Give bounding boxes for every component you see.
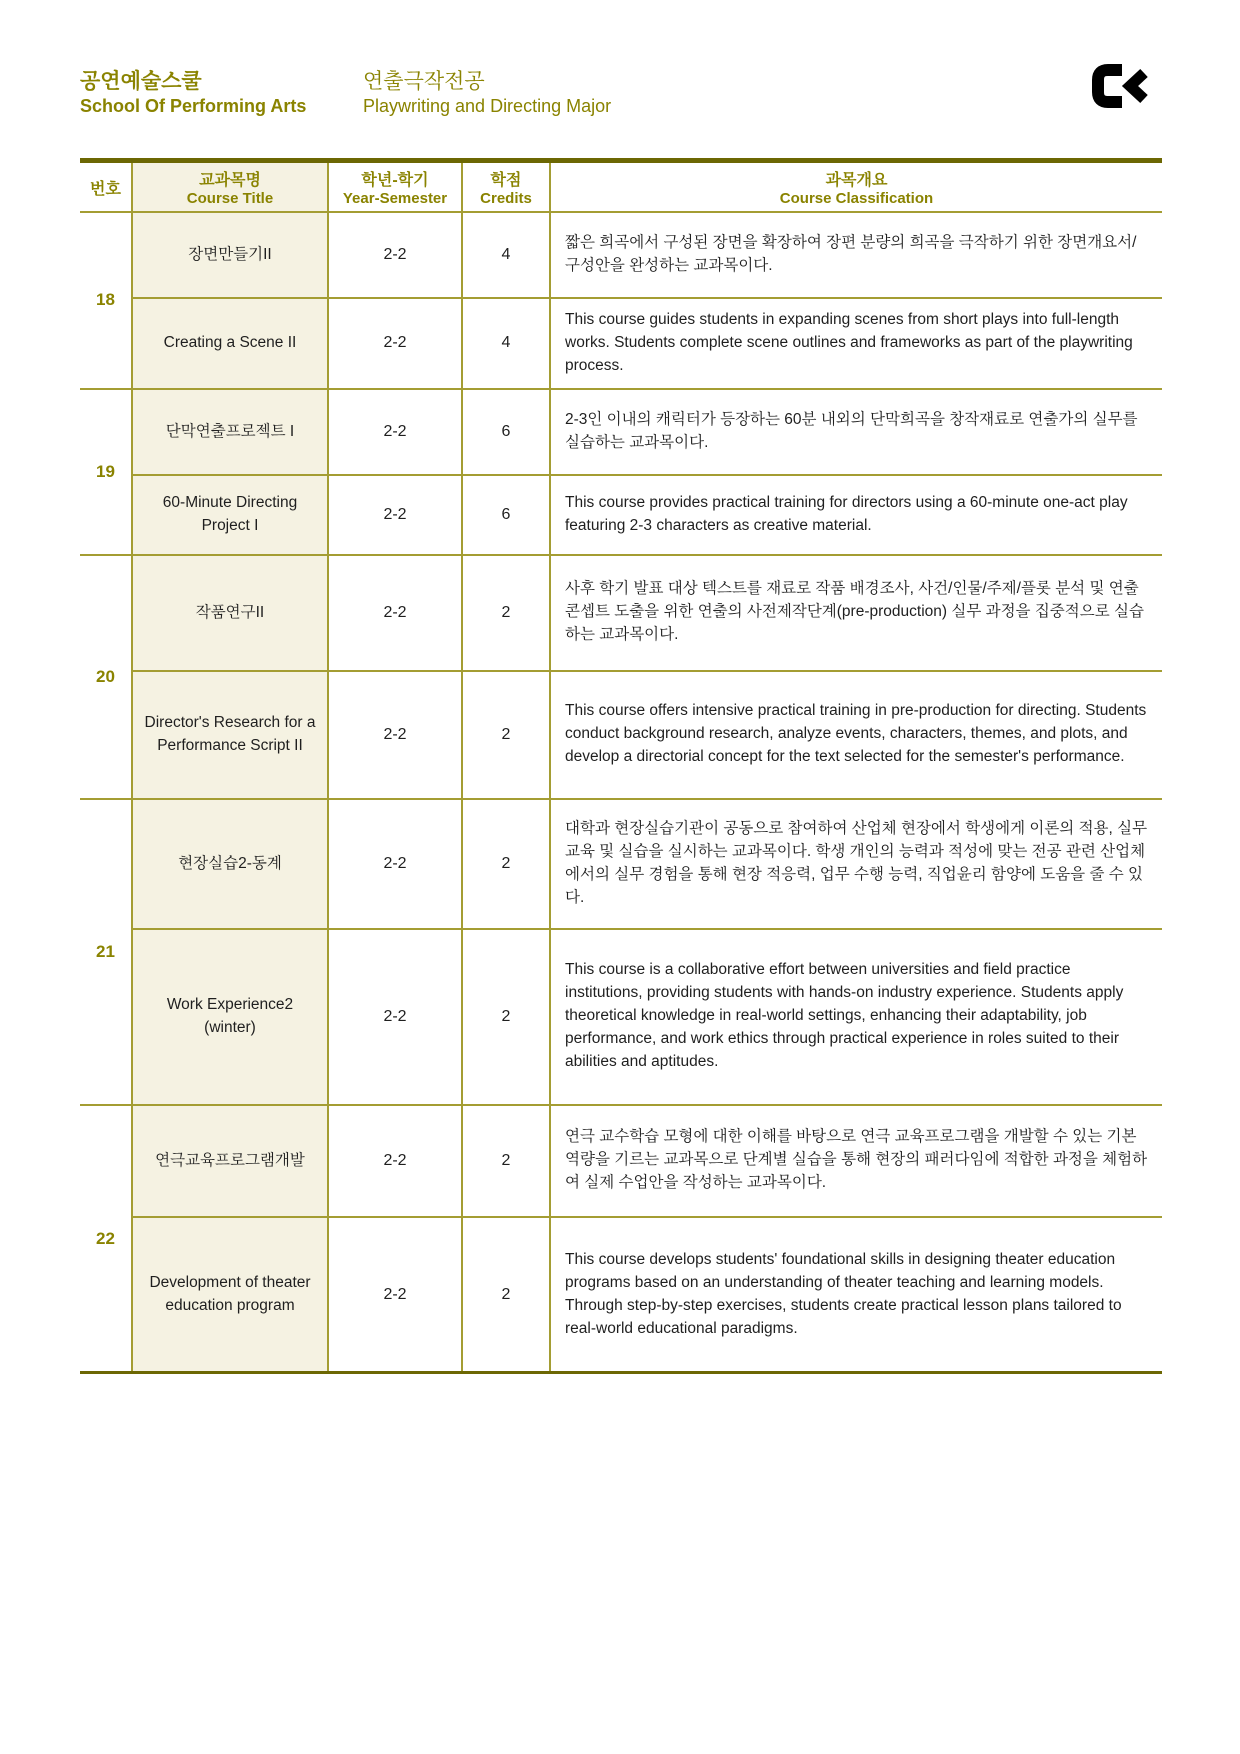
credits-value: 2 — [462, 555, 550, 671]
year-semester-value: 2-2 — [328, 799, 462, 929]
page-header — [80, 68, 1162, 138]
credits-value: 2 — [462, 929, 550, 1105]
row-number: 20 — [80, 555, 132, 799]
year-semester-value: 2-2 — [328, 1105, 462, 1217]
course-table-header — [80, 161, 1162, 213]
row-number: 21 — [80, 799, 132, 1105]
credits-value: 2 — [462, 1217, 550, 1373]
table-row — [80, 929, 1162, 1105]
course-title-en: Director's Research for a Performance Script II — [132, 671, 328, 799]
major-name-en: Playwriting and Directing Major — [363, 96, 612, 117]
major-name-block — [363, 68, 611, 119]
course-title-kr: 연극교육프로그램개발 — [132, 1105, 328, 1217]
course-title-kr: 장면만들기II — [132, 212, 328, 298]
course-description-en: This course is a collaborative effort between universities and field practice institutions, providing students with hands-on industry experience. Students apply theoretical knowledge in real-world settings, enhancing their adaptability, job performance, and work ethics through practical experience in roles suited to their abilities and aptitudes. — [550, 929, 1162, 1105]
course-description-kr: 짧은 희곡에서 구성된 장면을 확장하여 장편 분량의 희곡을 극작하기 위한 장면개요서/구성안을 완성하는 교과목이다. — [550, 212, 1162, 298]
table-row — [80, 1217, 1162, 1373]
table-row — [80, 212, 1162, 298]
header-course-title: 교과목명 Course Title — [132, 161, 328, 213]
course-title-en: Work Experience2 (winter) — [132, 929, 328, 1105]
table-row — [80, 555, 1162, 671]
header-no: 번호 — [80, 161, 132, 213]
course-description-en: This course provides practical training for directors using a 60-minute one-act play featuring 2-3 characters as creative material. — [550, 475, 1162, 555]
course-table — [80, 158, 1162, 1374]
course-description-kr: 사후 학기 발표 대상 텍스트를 재료로 작품 배경조사, 사건/인물/주제/플롯 분석 및 연출콘셉트 도출을 위한 연출의 사전제작단계(pre-production) 실무 과정을 집중적으로 실습하는 교과목이다. — [550, 555, 1162, 671]
year-semester-value: 2-2 — [328, 929, 462, 1105]
course-description-en: This course guides students in expanding scenes from short plays into full-length works. Students complete scene outlines and frameworks as part of the playwriting process. — [550, 298, 1162, 389]
credits-value: 2 — [462, 671, 550, 799]
year-semester-value: 2-2 — [328, 475, 462, 555]
table-row — [80, 389, 1162, 475]
course-title-en: Development of theater education program — [132, 1217, 328, 1373]
row-number: 22 — [80, 1105, 132, 1373]
credits-value: 2 — [462, 1105, 550, 1217]
row-number: 19 — [80, 389, 132, 555]
course-description-en: This course develops students' foundational skills in designing theater education programs based on an understanding of theater teaching and learning models. Through step-by-step exercises, students create practical lesson plans tailored to real-world educational paradigms. — [550, 1217, 1162, 1373]
credits-value: 2 — [462, 799, 550, 929]
course-description-kr: 2-3인 이내의 캐릭터가 등장하는 60분 내외의 단막희곡을 창작재료로 연출가의 실무를 실습하는 교과목이다. — [550, 389, 1162, 475]
table-row — [80, 799, 1162, 929]
ck-logo-icon — [1086, 60, 1154, 112]
header-year-semester: 학년-학기 Year-Semester — [328, 161, 462, 213]
school-name-kr: 공연예술스쿨 — [80, 70, 202, 93]
course-title-kr: 단막연출프로젝트 I — [132, 389, 328, 475]
course-description-en: This course offers intensive practical training in pre-production for directing. Students conduct background research, analyze events, characters, themes, and plots, and develop a directorial concept for the text selected for the semester's performance. — [550, 671, 1162, 799]
course-description-kr: 연극 교수학습 모형에 대한 이해를 바탕으로 연극 교육프로그램을 개발할 수 있는 기본 역량을 기르는 교과목으로 단계별 실습을 통해 현장의 패러다임에 적합한 과정을 체험하여 실제 수업안을 작성하는 교과목이다. — [550, 1105, 1162, 1217]
table-row — [80, 298, 1162, 389]
year-semester-value: 2-2 — [328, 1217, 462, 1373]
year-semester-value: 2-2 — [328, 389, 462, 475]
header-credits: 학점 Credits — [462, 161, 550, 213]
table-row — [80, 1105, 1162, 1217]
year-semester-value: 2-2 — [328, 212, 462, 298]
credits-value: 4 — [462, 298, 550, 389]
year-semester-value: 2-2 — [328, 555, 462, 671]
course-title-en: Creating a Scene II — [132, 298, 328, 389]
header-course-classification: 과목개요 Course Classification — [550, 161, 1162, 213]
major-name-kr: 연출극작전공 — [363, 70, 485, 93]
credits-value: 4 — [462, 212, 550, 298]
table-row — [80, 475, 1162, 555]
school-name-block — [80, 68, 306, 119]
course-title-kr: 현장실습2-동계 — [132, 799, 328, 929]
row-number: 18 — [80, 212, 132, 389]
year-semester-value: 2-2 — [328, 298, 462, 389]
school-name-en: School Of Performing Arts — [80, 96, 307, 117]
course-title-kr: 작품연구II — [132, 555, 328, 671]
credits-value: 6 — [462, 475, 550, 555]
course-title-en: 60-Minute Directing Project I — [132, 475, 328, 555]
table-row — [80, 671, 1162, 799]
course-description-kr: 대학과 현장실습기관이 공동으로 참여하여 산업체 현장에서 학생에게 이론의 적용, 실무 교육 및 실습을 실시하는 교과목이다. 학생 개인의 능력과 적성에 맞는 전공 관련 산업체에서의 실무 경험을 통해 현장 적응력, 업무 수행 능력, 직업윤리 함양에 도움을 줄 수 있다. — [550, 799, 1162, 929]
credits-value: 6 — [462, 389, 550, 475]
year-semester-value: 2-2 — [328, 671, 462, 799]
